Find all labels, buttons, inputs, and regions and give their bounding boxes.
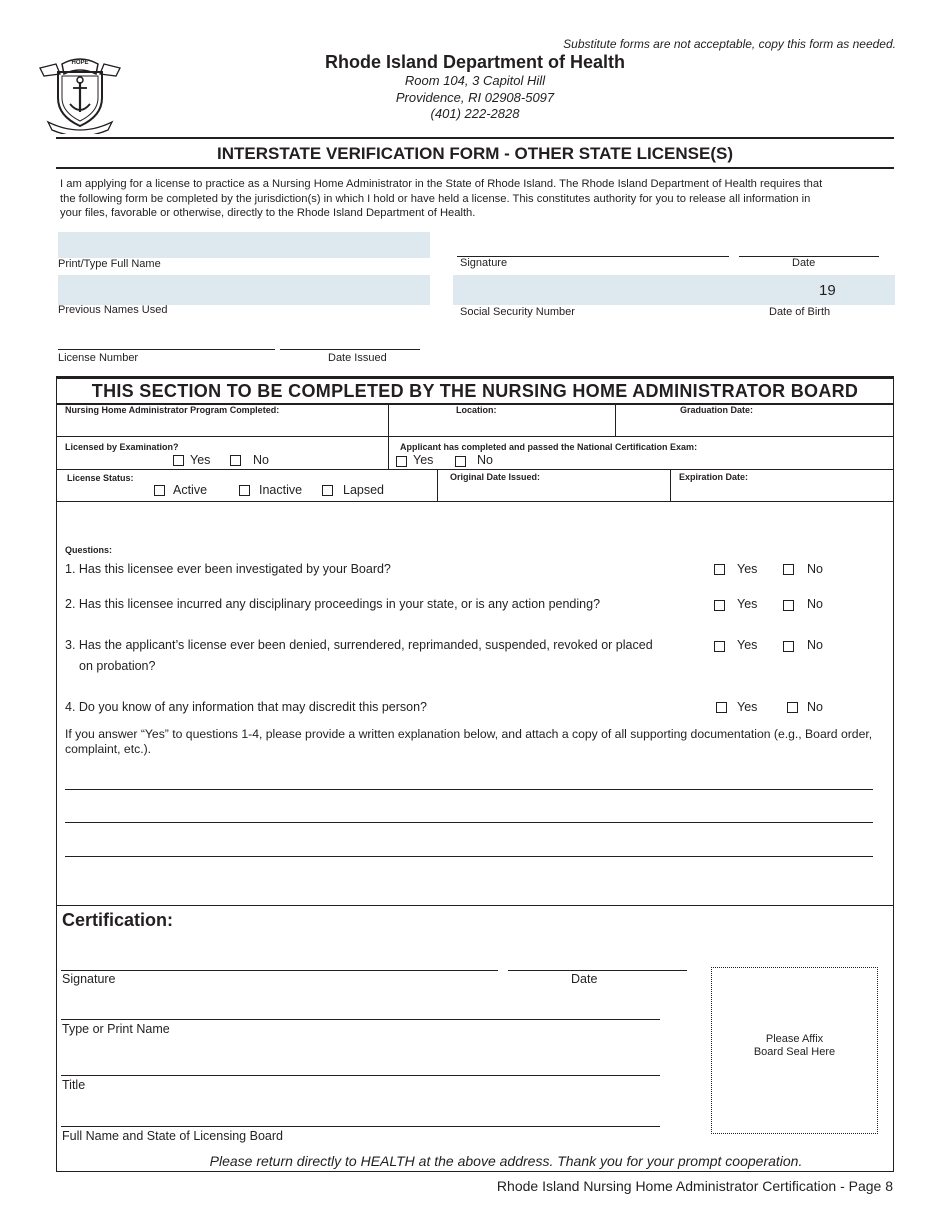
license-number-label: License Number	[58, 352, 139, 364]
row1-divider-2	[615, 404, 616, 436]
return-note: Please return directly to HEALTH at the above address. Thank you for your prompt cooperation.	[209, 1153, 803, 1169]
question-3-line-1: 3. Has the applicant’s license ever been denied, surrendered, reprimanded, suspended, revoked or placed	[65, 638, 653, 652]
question-4: 4. Do you know of any information that may discredit this person?	[65, 700, 427, 714]
certification-rule	[56, 905, 894, 906]
form-title: INTERSTATE VERIFICATION FORM - OTHER STATE LICENSE(S)	[217, 144, 733, 163]
expiration-label: Expiration Date:	[679, 472, 749, 482]
date-issued-line[interactable]	[280, 349, 420, 350]
national-exam-label: Applicant has completed and passed the National Certification Exam:	[400, 442, 698, 452]
license-number-line[interactable]	[58, 349, 275, 350]
graduation-label: Graduation Date:	[680, 405, 754, 415]
certification-heading: Certification:	[62, 910, 174, 930]
status-active-checkbox[interactable]	[154, 485, 165, 496]
question-3-line-2: on probation?	[79, 659, 156, 673]
q1-no-label: No	[807, 562, 823, 576]
intro-paragraph	[60, 177, 900, 221]
row3-rule	[56, 501, 894, 502]
status-inactive-label: Inactive	[259, 483, 303, 497]
row2-rule	[56, 469, 894, 470]
exam-no-label: No	[253, 453, 269, 467]
national-no-label: No	[477, 453, 493, 467]
date-issued-label: Date Issued	[328, 352, 387, 364]
national-yes-label: Yes	[413, 453, 434, 467]
full-name-label: Print/Type Full Name	[58, 258, 161, 270]
ssn-input[interactable]	[453, 275, 723, 305]
status-active-label: Active	[173, 483, 208, 497]
status-lapsed-checkbox[interactable]	[322, 485, 333, 496]
substitute-notice: Substitute forms are not acceptable, copy this form as needed.	[563, 37, 896, 51]
cert-board-label: Full Name and State of Licensing Board	[62, 1129, 283, 1143]
svg-text:HOPE: HOPE	[71, 60, 89, 66]
explanation-instructions-1: If you answer “Yes” to questions 1-4, please provide a written explanation below, and attach a copy of all supporting documentation (e.g., Board order,	[65, 727, 873, 741]
page-footer: Rhode Island Nursing Home Administrator Certification - Page 8	[496, 1178, 893, 1194]
cert-date-label: Date	[571, 972, 598, 986]
board-seal-box[interactable]	[711, 967, 878, 1134]
previous-names-input[interactable]	[58, 275, 430, 305]
questions-heading: Questions:	[65, 545, 113, 555]
ssn-label: Social Security Number	[460, 306, 575, 318]
q4-yes-label: Yes	[737, 700, 758, 714]
cert-signature-line[interactable]	[61, 970, 498, 971]
previous-names-label: Previous Names Used	[58, 304, 168, 316]
question-2: 2. Has this licensee incurred any disciplinary proceedings in your state, or is any action pending?	[65, 597, 601, 611]
q4-no-checkbox[interactable]	[787, 702, 798, 713]
cert-date-line[interactable]	[508, 970, 687, 971]
q1-yes-label: Yes	[737, 562, 758, 576]
q2-yes-checkbox[interactable]	[714, 600, 725, 611]
seal-instruction-line-1: Please Affix	[765, 1033, 824, 1045]
q3-no-checkbox[interactable]	[783, 641, 794, 652]
date-label: Date	[792, 257, 816, 269]
q1-no-checkbox[interactable]	[783, 564, 794, 575]
title-rule-bottom	[56, 167, 894, 169]
explanation-instructions-2: complaint, etc.).	[65, 742, 152, 756]
q2-no-label: No	[807, 597, 823, 611]
explanation-line-3[interactable]	[65, 856, 873, 857]
cert-board-line[interactable]	[61, 1126, 660, 1127]
row3-divider-2	[670, 470, 671, 501]
question-1: 1. Has this licensee ever been investigated by your Board?	[65, 562, 391, 576]
department-name: Rhode Island Department of Health	[324, 52, 626, 72]
program-label: Nursing Home Administrator Program Completed:	[65, 405, 280, 415]
q3-yes-label: Yes	[737, 638, 758, 652]
address-city: Providence, RI 02908-5097	[395, 90, 555, 105]
intro-line: I am applying for a license to practice as a Nursing Home Administrator in the State of Rhode Island. The Rhode Island Department of Health requires that	[60, 178, 823, 190]
national-yes-checkbox[interactable]	[396, 456, 407, 467]
q3-no-label: No	[807, 638, 823, 652]
board-section-title: THIS SECTION TO BE COMPLETED BY THE NURSING HOME ADMINISTRATOR BOARD	[91, 381, 859, 401]
cert-title-line[interactable]	[61, 1075, 660, 1076]
exam-label: Licensed by Examination?	[65, 442, 179, 452]
title-rule-top	[56, 137, 894, 139]
q4-no-label: No	[807, 700, 823, 714]
exam-yes-checkbox[interactable]	[173, 455, 184, 466]
original-date-label: Original Date Issued:	[450, 472, 541, 482]
row3-divider-1	[437, 470, 438, 501]
row1-rule	[56, 436, 894, 437]
address-room: Room 104, 3 Capitol Hill	[404, 73, 546, 88]
row1-divider-1	[388, 404, 389, 436]
q1-yes-checkbox[interactable]	[714, 564, 725, 575]
cert-signature-label: Signature	[62, 972, 116, 986]
exam-yes-label: Yes	[190, 453, 211, 467]
q3-yes-checkbox[interactable]	[714, 641, 725, 652]
phone-number: (401) 222-2828	[430, 106, 520, 121]
q2-yes-label: Yes	[737, 597, 758, 611]
row2-divider	[388, 437, 389, 469]
national-no-checkbox[interactable]	[455, 456, 466, 467]
dob-input[interactable]	[723, 275, 895, 305]
location-label: Location:	[456, 405, 497, 415]
explanation-line-1[interactable]	[65, 789, 873, 790]
cert-print-name-label: Type or Print Name	[62, 1022, 170, 1036]
explanation-line-2[interactable]	[65, 822, 873, 823]
status-lapsed-label: Lapsed	[343, 483, 385, 497]
full-name-input[interactable]	[58, 232, 430, 258]
exam-no-checkbox[interactable]	[230, 455, 241, 466]
cert-print-name-line[interactable]	[61, 1019, 660, 1020]
dob-label: Date of Birth	[769, 306, 831, 318]
cert-title-label: Title	[62, 1078, 86, 1092]
dob-value: 19	[819, 282, 836, 299]
signature-label: Signature	[460, 257, 508, 269]
intro-line: the following form be completed by the jurisdiction(s) in which I hold or have held a license. This constitutes authority for you to release all information in	[60, 192, 811, 205]
intro-line: your files, favorable or otherwise, directly to the Rhode Island Department of Health.	[60, 207, 476, 219]
status-inactive-checkbox[interactable]	[239, 485, 250, 496]
seal-instruction-line-2: Board Seal Here	[753, 1046, 836, 1058]
status-label: License Status:	[67, 473, 134, 483]
q4-yes-checkbox[interactable]	[716, 702, 727, 713]
q2-no-checkbox[interactable]	[783, 600, 794, 611]
